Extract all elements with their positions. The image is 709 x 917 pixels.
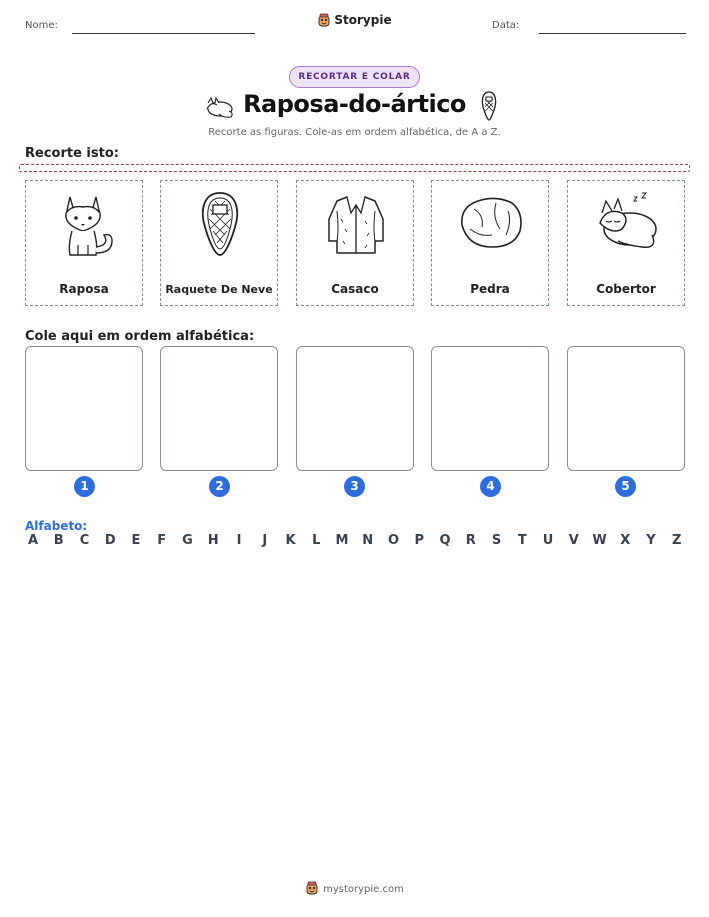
alphabet-letter: U [542,533,554,548]
title-row [0,90,709,118]
rock-icon [456,189,526,259]
alphabet-letter: W [592,533,607,548]
brand-logo [0,13,709,30]
cut-card-raquete[interactable] [160,180,278,306]
alphabet-letter: Z [672,533,682,548]
cut-section-label: Recorte isto: [25,146,119,161]
alphabet-letter: O [387,533,400,548]
alphabet-letter: A [27,533,39,548]
snowshoe-title-icon [479,90,499,126]
alphabet-letter: V [568,533,579,548]
alphabet-letter: Y [646,533,656,548]
date-line[interactable] [539,33,686,34]
paste-box-5[interactable] [567,346,685,471]
alphabet-letter: B [53,533,64,548]
paste-number-4: 4 [480,476,501,497]
snowshoe-icon [185,189,255,259]
name-line[interactable] [72,33,255,34]
paste-number-1: 1 [74,476,95,497]
cut-card-raposa[interactable] [25,180,143,306]
alphabet-letter: T [517,533,527,548]
alphabet-label: Alfabeto: [25,519,88,533]
cut-card-pedra[interactable] [431,180,549,306]
alphabet-letter: J [262,533,268,548]
storypie-footer-logo-icon [305,881,319,898]
alphabet-letter: E [131,533,141,548]
alphabet-letter: K [285,533,296,548]
card-label: Pedra [470,282,510,296]
alphabet-letter: D [104,533,116,548]
activity-badge: RECORTAR E COLAR [289,66,420,88]
alphabet-letter: N [362,533,374,548]
paste-box-3[interactable] [296,346,414,471]
alphabet-letter: I [236,533,242,548]
paste-box-1[interactable] [25,346,143,471]
paste-box-4[interactable] [431,346,549,471]
alphabet-letter: G [182,533,193,548]
sleeping-fox-title-icon [203,93,235,123]
name-label: Nome: [25,20,58,31]
cut-card-cobertor[interactable] [567,180,685,306]
paste-section-label: Cole aqui em ordem alfabética: [25,329,255,344]
card-label: Raquete De Neve [165,283,273,296]
alphabet-letter: H [207,533,219,548]
alphabet-letter: X [620,533,631,548]
date-label: Data: [492,20,520,31]
storypie-logo-icon [317,13,331,30]
card-label: Casaco [331,282,379,296]
instructions: Recorte as figuras. Cole-as em ordem alfabética, de A a Z. [208,127,501,138]
cut-line [19,164,690,172]
page-title: Raposa-do-ártico [243,90,466,118]
cut-card-casaco[interactable] [296,180,414,306]
alphabet-letter: L [312,533,321,548]
card-label: Cobertor [596,282,656,296]
footer [0,881,709,898]
alphabet-letter: M [335,533,349,548]
footer-url[interactable]: mystorypie.com [323,884,404,895]
fox-icon [50,189,120,259]
alphabet-letter: S [491,533,502,548]
alphabet-letter: Q [439,533,451,548]
alphabet-letter: C [79,533,90,548]
paste-box-2[interactable] [160,346,278,471]
alphabet-letter: F [157,533,167,548]
paste-number-2: 2 [209,476,230,497]
brand-name: Storypie [334,13,392,27]
sleeping-fox-icon [592,189,662,259]
alphabet-letter: P [414,533,425,548]
paste-number-5: 5 [615,476,636,497]
paste-number-3: 3 [344,476,365,497]
card-label: Raposa [59,282,109,296]
alphabet-letter: R [465,533,476,548]
alphabet-row [25,533,685,548]
coat-icon [321,189,391,259]
